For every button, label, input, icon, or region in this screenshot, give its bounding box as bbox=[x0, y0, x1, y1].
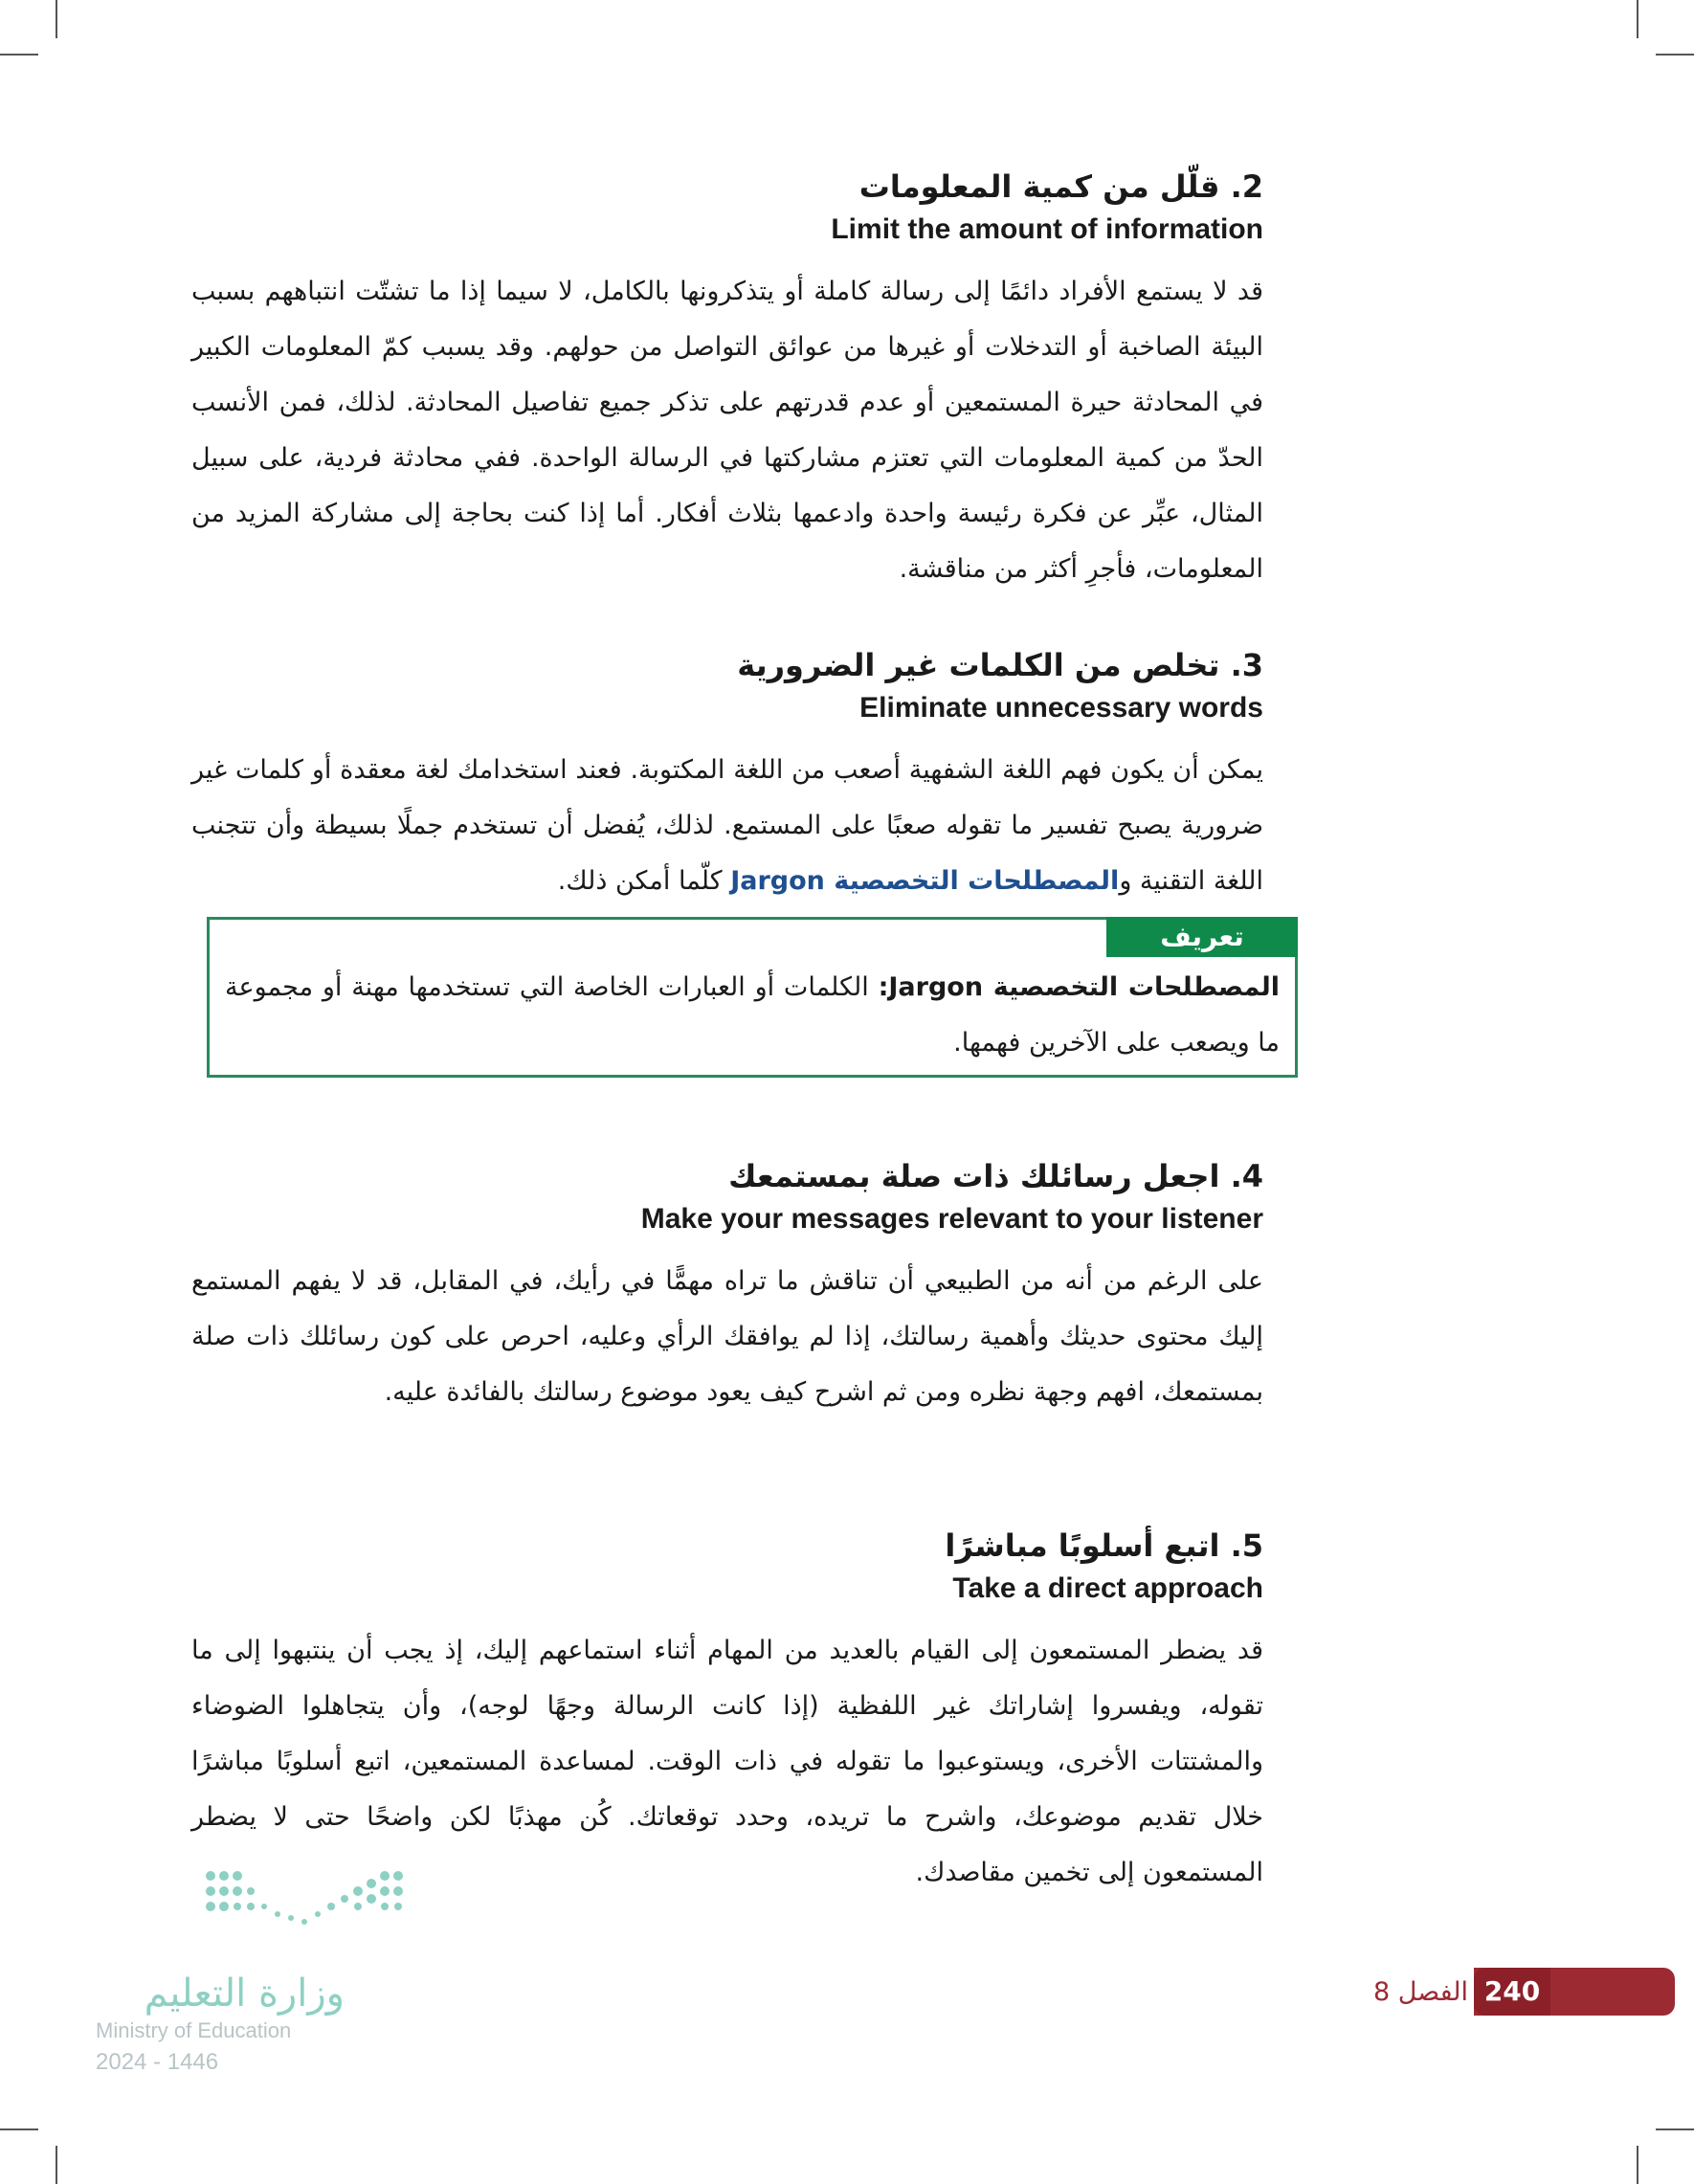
crop-mark bbox=[1656, 54, 1694, 56]
section-paragraph: قد لا يستمع الأفراد دائمًا إلى رسالة كاملة أو يتذكرونها بالكامل، لا سيما إذا ما تشتّت انتباههم بسبب البيئة الصاخبة أو التدخلات أو غيرها من عوائق التواصل من حولهم. وقد يسبب كمّ المعلومات الكبير في المحادثة حيرة المستمعين أو عدم قدرتهم على تذكر جميع تفاصيل المحادثة. لذلك، فمن الأنسب الحدّ من كمية المعلومات التي تعتزم مشاركتها في الرسالة الواحدة. ففي محادثة فردية، على سبيل المثال، عبِّر عن فكرة رئيسة واحدة وادعمها بثلاث أفكار. أما إذا كنت بحاجة إلى مشاركة المزيد من المعلومات، فأجرِ أكثر من مناقشة. bbox=[191, 277, 1263, 584]
section-paragraph: قد يضطر المستمعون إلى القيام بالعديد من المهام أثناء استماعهم إليك، إذ يجب أن ينتبهوا إلى ما تقوله، ويفسروا إشاراتك غير اللفظية (إذا كانت الرسالة وجهًا لوجه)، وأن يتجاهلوا الضوضاء والمشتتات الأخرى، ويستوعبوا ما تقوله في ذات الوقت. لمساعدة المستمعين، اتبع أسلوبًا مباشرًا خلال تقديم موضوعك، واشرح ما تريده، وحدد توقعاتك. كُن مهذبًا لكن واضحًا حتى لا يضطر المستمعون إلى تخمين مقاصدك. bbox=[191, 1636, 1263, 1887]
crop-mark bbox=[1637, 2146, 1638, 2184]
section-title-ar: 5. اتبع أسلوبًا مباشرًا bbox=[945, 1527, 1263, 1564]
chapter-label: الفصل 8 bbox=[1372, 1977, 1468, 2007]
section-title-en: Limit the amount of information bbox=[831, 213, 1263, 245]
section-relevant-messages bbox=[191, 1154, 1263, 1420]
crop-mark bbox=[1637, 0, 1638, 38]
section-title-en: Take a direct approach bbox=[952, 1572, 1263, 1604]
page-number: 240 bbox=[1474, 1968, 1550, 2016]
section-title-ar: 4. اجعل رسائلك ذات صلة بمستمعك bbox=[728, 1158, 1263, 1194]
section-title-ar: 3. تخلص من الكلمات غير الضرورية bbox=[737, 647, 1263, 683]
section-title-ar: 2. قلّل من كمية المعلومات bbox=[858, 168, 1263, 205]
logo-text-ar: وزارة التعليم bbox=[144, 1972, 345, 2016]
jargon-highlight: المصطلحات التخصصية Jargon bbox=[730, 866, 1120, 896]
section-paragraph: على الرغم من أنه من الطبيعي أن تناقش ما تراه مهمًّا في رأيك، في المقابل، قد لا يفهم المستمع إليك محتوى حديثك وأهمية رسالتك، إذا لم يوافقك الرأي وعليه، احرص على كون رسائلك ذات صلة بمستمعك، افهم وجهة نظره ومن ثم اشرح كيف يعود موضوع رسالتك بالفائدة عليه. bbox=[191, 1266, 1263, 1407]
definition-text bbox=[225, 960, 1280, 1071]
crop-mark bbox=[56, 2146, 57, 2184]
definition-box bbox=[207, 917, 1298, 1078]
section-paragraph bbox=[191, 743, 1263, 909]
definition-tab: تعريف bbox=[1106, 917, 1298, 957]
definition-term: المصطلحات التخصصية Jargon: bbox=[878, 972, 1280, 1002]
crop-mark bbox=[1656, 2128, 1694, 2130]
section-eliminate-words bbox=[191, 643, 1263, 909]
paragraph-text: يمكن أن يكون فهم اللغة الشفهية أصعب من اللغة المكتوبة. فعند استخدامك لغة معقدة أو كلمات غير ضرورية يصبح تفسير ما تقوله صعبًا على المستمع. لذلك، يُفضل أن تستخدم جملًا بسيطة وأن تتجنب اللغة التقنية و bbox=[191, 755, 1263, 896]
ministry-logo bbox=[96, 1972, 345, 2079]
section-title-en: Eliminate unnecessary words bbox=[859, 692, 1263, 724]
section-direct-approach bbox=[191, 1524, 1263, 1901]
logo-text-en: Ministry of Education bbox=[96, 2018, 292, 2042]
logo-dots-icon bbox=[201, 1866, 450, 1943]
definition-body: الكلمات أو العبارات الخاصة التي تستخدمها مهنة أو مجموعة ما ويصعب على الآخرين فهمها. bbox=[225, 972, 1280, 1058]
crop-mark bbox=[56, 0, 57, 38]
section-limit-information bbox=[191, 165, 1263, 597]
logo-year: 2024 - 1446 bbox=[96, 2049, 219, 2075]
crop-mark bbox=[0, 54, 38, 56]
crop-mark bbox=[0, 2128, 38, 2130]
section-title-en: Make your messages relevant to your listener bbox=[640, 1203, 1263, 1235]
paragraph-text: كلّما أمكن ذلك. bbox=[557, 866, 731, 896]
